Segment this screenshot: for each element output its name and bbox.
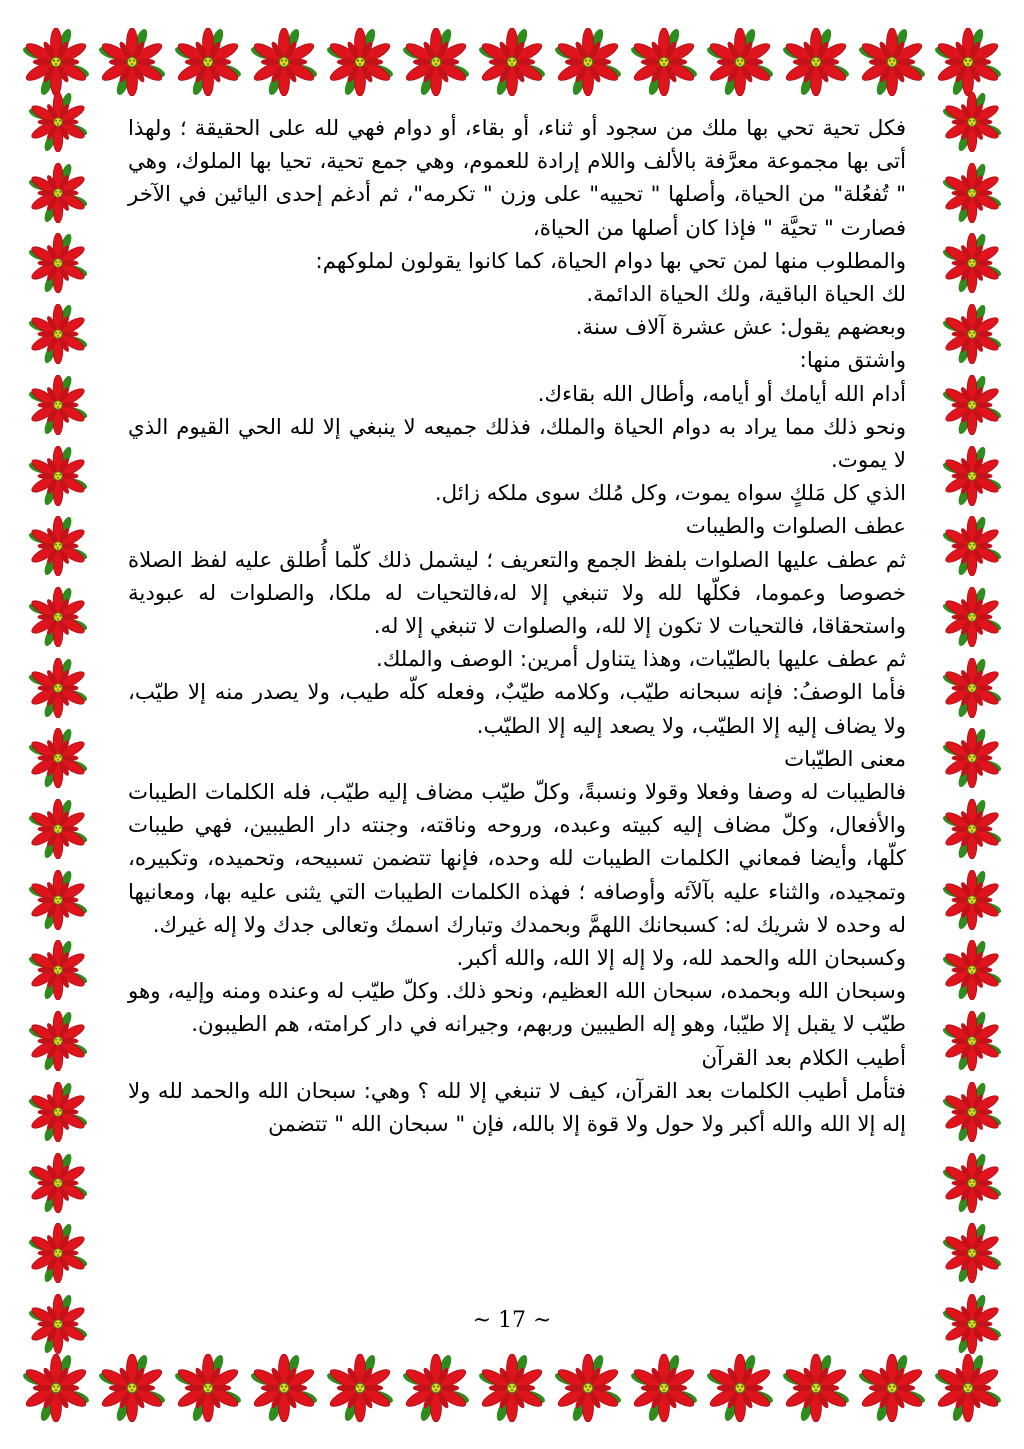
border-right xyxy=(942,92,1002,1354)
poinsettia-icon xyxy=(174,28,242,96)
poinsettia-icon xyxy=(942,375,1002,435)
poinsettia-icon xyxy=(28,516,88,576)
poinsettia-icon xyxy=(478,1354,546,1422)
poinsettia-icon xyxy=(28,1011,88,1071)
poinsettia-icon xyxy=(942,1082,1002,1142)
poinsettia-icon xyxy=(706,1354,774,1422)
border-bottom xyxy=(22,1354,1002,1424)
paragraph: فأما الوصفُ: فإنه سبحانه طيّب، وكلامه طيّبٌ، وفعله كلّه طيب، ولا يصدر منه إلا طيّب، ولا يضاف إليه إلا الطيّب، ولا يصعد إليه إلا الطيّب. xyxy=(128,680,906,739)
paragraph: والمطلوب منها لمن تحي بها دوام الحياة، كما كانوا يقولون لملوكهم: xyxy=(315,248,906,274)
poinsettia-icon xyxy=(98,1354,166,1422)
poinsettia-icon xyxy=(942,1223,1002,1283)
poinsettia-icon xyxy=(630,1354,698,1422)
poinsettia-icon xyxy=(28,163,88,223)
poinsettia-icon xyxy=(28,446,88,506)
poinsettia-icon xyxy=(250,1354,318,1422)
poinsettia-icon xyxy=(28,658,88,718)
paragraph: وكسبحان الله والحمد لله، ولا إله إلا الله، والله أكبر. xyxy=(456,946,906,972)
poinsettia-icon xyxy=(942,728,1002,788)
poinsettia-icon xyxy=(28,587,88,647)
poinsettia-icon xyxy=(942,1153,1002,1213)
border-left xyxy=(28,92,88,1354)
poinsettia-icon xyxy=(28,233,88,293)
poinsettia-icon xyxy=(934,28,1002,96)
paragraph: أدام الله أيامك أو أيامه، وأطال الله بقاءك. xyxy=(537,381,906,407)
paragraph: فتأمل أطيب الكلمات بعد القرآن، كيف لا تنبغي إلا لله ؟ وهي: سبحان الله والحمد لله ولا إله إلا الله والله أكبر ولا حول ولا قوة إلا بالله، فإن " سبحان الله " تتضمن xyxy=(128,1078,906,1138)
poinsettia-icon xyxy=(942,516,1002,576)
poinsettia-icon xyxy=(942,799,1002,859)
poinsettia-icon xyxy=(942,940,1002,1000)
poinsettia-icon xyxy=(98,28,166,96)
poinsettia-icon xyxy=(28,799,88,859)
poinsettia-icon xyxy=(942,304,1002,364)
poinsettia-icon xyxy=(942,870,1002,930)
poinsettia-icon xyxy=(174,1354,242,1422)
paragraph: لك الحياة الباقية، ولك الحياة الدائمة. xyxy=(586,282,906,308)
poinsettia-icon xyxy=(28,1223,88,1283)
poinsettia-icon xyxy=(326,1354,394,1422)
page-body xyxy=(128,112,906,1141)
poinsettia-icon xyxy=(402,28,470,96)
paragraph: الذي كل مَلكٍ سواه يموت، وكل مُلك سوى ملكه زائل. xyxy=(434,481,906,507)
poinsettia-icon xyxy=(782,28,850,96)
poinsettia-icon xyxy=(706,28,774,96)
poinsettia-icon xyxy=(22,28,90,96)
paragraph: ثم عطف عليها بالطيّبات، وهذا يتناول أمرين: الوصف والملك. xyxy=(376,647,906,673)
poinsettia-icon xyxy=(22,1354,90,1422)
poinsettia-icon xyxy=(934,1354,1002,1422)
poinsettia-icon xyxy=(28,375,88,435)
poinsettia-icon xyxy=(326,28,394,96)
poinsettia-icon xyxy=(630,28,698,96)
poinsettia-icon xyxy=(28,728,88,788)
poinsettia-icon xyxy=(554,28,622,96)
poinsettia-icon xyxy=(942,92,1002,152)
border-top xyxy=(22,28,1002,98)
poinsettia-icon xyxy=(942,587,1002,647)
poinsettia-icon xyxy=(942,658,1002,718)
poinsettia-icon xyxy=(942,446,1002,506)
poinsettia-icon xyxy=(942,1011,1002,1071)
poinsettia-icon xyxy=(478,28,546,96)
paragraph: ثم عطف عليها الصلوات بلفظ الجمع والتعريف ؛ ليشمل ذلك كلّما أُطلق عليه لفظ الصلاة خصوصا وعموما، فكلّها لله ولا تنبغي إلا له،فالتحيات له ملكا، والصلوات له عبودية واستحقاقا، فالتحيات لا تكون إلا لله، والصلوات لا تنبغي إلا له. xyxy=(128,547,906,640)
paragraph: فكل تحية تحي بها ملك من سجود أو ثناء، أو بقاء، أو دوام فهي لله على الحقيقة ؛ ولهذا أتى بها مجموعة معرَّفة بالألف واللام إرادة للعموم، وهي جمع تحية، تحيا بها الملوك، وهي " تُفعُلة" من الحياة، وأصلها " تحييه" على وزن " تكرمه"، ثم أدغم إحدى اليائين في الآخر فصارت " تحيَّة " فإذا كان أصلها من الحياة، xyxy=(128,116,906,241)
page-number: ~ 17 ~ xyxy=(472,1308,552,1333)
paragraph: فالطيبات له وصفا وفعلا وقولا ونسبةً، وكلّ طيّب مضاف إليه طيّب، فله الكلمات الطيبات والأفعال، وكلّ مضاف إليه كبيته وعبده، وروحه وناقته، وجنته دار الطيبين، فهي طيبات كلّها، وأيضا فمعاني الكلمات الطيبات لله وحده، فإنها تتضمن تسبيحه، وتحميده، وتكبيره، وتمجيده، والثناء عليه بآلآئه وأوصافه ؛ فهذه الكلمات الطيبات التي يثنى عليه بها، ومعانيها له وحده لا شريك له: كسبحانك اللهمَّ وبحمدك وتبارك اسمك وتعالى جدك ولا إله غيرك. xyxy=(128,780,906,938)
section-heading: عطف الصلوات والطيبات xyxy=(685,514,906,540)
paragraph: ونحو ذلك مما يراد به دوام الحياة والملك، فذلك جميعه لا ينبغي إلا لله الحي القيوم الذي لا يموت. xyxy=(128,414,906,474)
paragraph: وسبحان الله وبحمده، سبحان الله العظيم، ونحو ذلك. وكلّ طيّب له وعنده ومنه وإليه، وهو طيّب لا يقبل إلا طيّبا، وهو إله الطيبين وربهم، وجيرانه في دار كرامته، هم الطيبون. xyxy=(128,979,906,1038)
section-heading: معنى الطيّبات xyxy=(784,746,906,772)
poinsettia-icon xyxy=(28,92,88,152)
poinsettia-icon xyxy=(858,1354,926,1422)
poinsettia-icon xyxy=(782,1354,850,1422)
paragraph: واشتق منها: xyxy=(799,348,906,374)
poinsettia-icon xyxy=(402,1354,470,1422)
poinsettia-icon xyxy=(942,163,1002,223)
poinsettia-icon xyxy=(28,1153,88,1213)
section-heading: أطيب الكلام بعد القرآن xyxy=(701,1045,906,1071)
poinsettia-icon xyxy=(28,1082,88,1142)
poinsettia-icon xyxy=(28,870,88,930)
poinsettia-icon xyxy=(554,1354,622,1422)
poinsettia-icon xyxy=(250,28,318,96)
poinsettia-icon xyxy=(28,304,88,364)
paragraph: وبعضهم يقول: عش عشرة آلاف سنة. xyxy=(575,315,906,341)
poinsettia-icon xyxy=(28,940,88,1000)
poinsettia-icon xyxy=(858,28,926,96)
poinsettia-icon xyxy=(942,233,1002,293)
